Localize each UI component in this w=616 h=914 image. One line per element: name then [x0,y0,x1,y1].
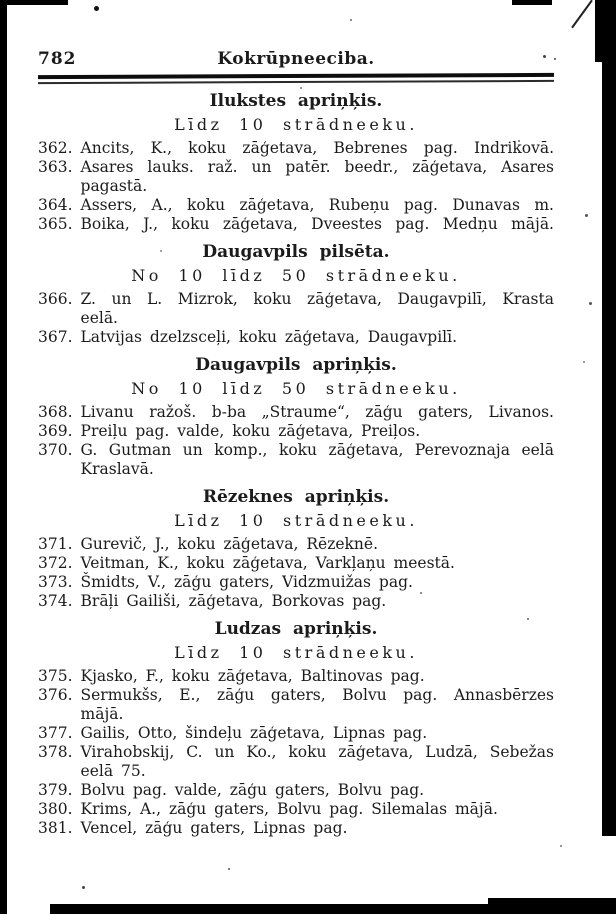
entry-line: Virahobskij, C. un Ko., koku zāģetava, Ludzā, Sebežas [80,743,554,761]
running-header [38,48,554,70]
entry-line: Ancits, K., koku zāģetava, Bebrenes pag. Indrikovā. [80,139,554,157]
directory-entry [38,196,554,215]
section-0 [38,91,554,234]
section-1 [38,242,554,347]
entry-line: Preiļu pag. valde, koku zāģetava, Preiļos. [80,422,421,440]
section-subtitle: Līdz 10 strādneeku. [174,643,418,662]
entry-line: pagastā. [80,177,148,195]
entry-line: Šmidts, V., zāģu gaters, Vidzmuižas pag. [80,573,413,591]
entry-number: 380. [38,800,73,818]
entry-number: 362. [38,139,73,157]
directory-sections [38,91,554,838]
section-2 [38,355,554,479]
entry-text [81,403,554,422]
entry-text [81,535,554,554]
directory-entry [38,667,554,686]
entry-text [81,819,554,838]
entry-line: Kraslavā. [80,460,154,478]
entry-number: 377. [38,724,73,742]
entry-line: mājā. [80,705,124,723]
entry-line: Krims, A., zāģu gaters, Bolvu pag. Silemalas mājā. [80,800,498,818]
entry-text [81,441,554,479]
directory-entry [38,686,554,724]
entry-text [81,686,554,724]
page-title: Kokrūpneeciba. [217,49,375,69]
entry-line: Livanu ražoš. b-ba „Straume“, zāģu gaters, Livanos. [80,403,554,421]
entry-line: Z. un L. Mizrok, koku zāģetava, Daugavpilī, Krasta [80,290,554,308]
entry-number: 378. [38,743,73,761]
entry-number: 371. [38,535,73,553]
directory-entry [38,554,554,573]
section-subtitle: Līdz 10 strādneeku. [174,511,418,530]
entry-text [81,422,554,441]
entry-text [81,196,554,215]
entry-line: eelā 75. [80,762,146,780]
entry-line: Brāļi Gailiši, zāģetava, Borkovas pag. [80,592,387,610]
section-3 [38,487,554,611]
entry-text [81,800,554,819]
entry-text [81,743,554,781]
directory-entry [38,328,554,347]
entry-line: Assers, A., koku zāģetava, Rubeņu pag. Dunavas m. [80,196,554,214]
section-title: Rēzeknes apriņķis. [202,487,390,507]
directory-entry [38,215,554,234]
page-number: 782 [38,49,77,69]
entry-number: 381. [38,819,73,837]
section-title: Ludzas apriņķis. [214,619,378,639]
entry-text [81,724,554,743]
entry-text [81,139,554,158]
entry-number: 379. [38,781,73,799]
entry-line: Latvijas dzelzsceļi, koku zāģetava, Daugavpilī. [80,328,458,346]
directory-entry [38,724,554,743]
entry-line: eelā. [80,309,118,327]
directory-entry [38,158,554,196]
scan-edge-bottom-right [488,898,616,914]
entry-line: Gailis, Otto, šindeļu zāģetava, Lipnas pag. [80,724,428,742]
entry-text [81,781,554,800]
entry-line: Bolvu pag. valde, zāģu gaters, Bolvu pag. [80,781,425,799]
entry-line: Boika, J., koku zāģetava, Dveestes pag. Medņu mājā. [80,215,554,233]
entry-text [81,667,554,686]
section-subtitle: No 10 līdz 50 strādneeku. [131,266,461,285]
entry-line: Kjasko, F., koku zāģetava, Baltinovas pag. [80,667,425,685]
entry-line: Asares lauks. raž. un patēr. beedr., zāģetava, Asares [80,158,554,176]
scan-speck [82,886,85,889]
directory-entry [38,290,554,328]
entry-number: 370. [38,441,73,459]
entry-number: 364. [38,196,73,214]
section-4 [38,619,554,838]
entry-text [81,290,554,328]
scan-speck [228,868,230,870]
section-title: Daugavpils pilsēta. [202,242,390,262]
directory-entry [38,781,554,800]
entry-text [81,158,554,196]
entry-number: 372. [38,554,73,572]
section-title: Daugavpils apriņķis. [195,355,397,375]
entry-text [81,592,554,611]
entry-number: 363. [38,158,73,176]
entry-number: 368. [38,403,73,421]
directory-entry [38,743,554,781]
directory-entry [38,139,554,158]
entry-line: Gurevič, J., koku zāģetava, Rēzeknē. [80,535,379,553]
entry-text [81,215,554,234]
entry-line: G. Gutman un komp., koku zāģetava, Perevoznaja eelā [80,441,554,459]
entry-number: 375. [38,667,73,685]
section-title: Ilukstes apriņķis. [209,91,383,111]
directory-entry [38,422,554,441]
entry-number: 366. [38,290,73,308]
entry-number: 367. [38,328,73,346]
directory-entry [38,800,554,819]
header-rule [38,73,554,84]
directory-entry [38,535,554,554]
entry-text [81,554,554,573]
entry-line: Vencel, zāģu gaters, Lipnas pag. [80,819,348,837]
entry-line: Veitman, K., koku zāģetava, Varkļaņu meestā. [80,554,455,572]
scan-speck [560,845,562,847]
entry-number: 376. [38,686,73,704]
directory-entry [38,441,554,479]
directory-entry [38,403,554,422]
entry-line: Sermukšs, E., zāģu gaters, Bolvu pag. Annasbērzes [80,686,554,704]
directory-entry [38,573,554,592]
directory-entry [38,592,554,611]
entry-number: 365. [38,215,73,233]
entry-number: 373. [38,573,73,591]
entry-number: 374. [38,592,73,610]
section-subtitle: Līdz 10 strādneeku. [174,115,418,134]
entry-number: 369. [38,422,73,440]
section-subtitle: No 10 līdz 50 strādneeku. [131,379,461,398]
directory-entry [38,819,554,838]
entry-text [81,328,554,347]
entry-text [81,573,554,592]
